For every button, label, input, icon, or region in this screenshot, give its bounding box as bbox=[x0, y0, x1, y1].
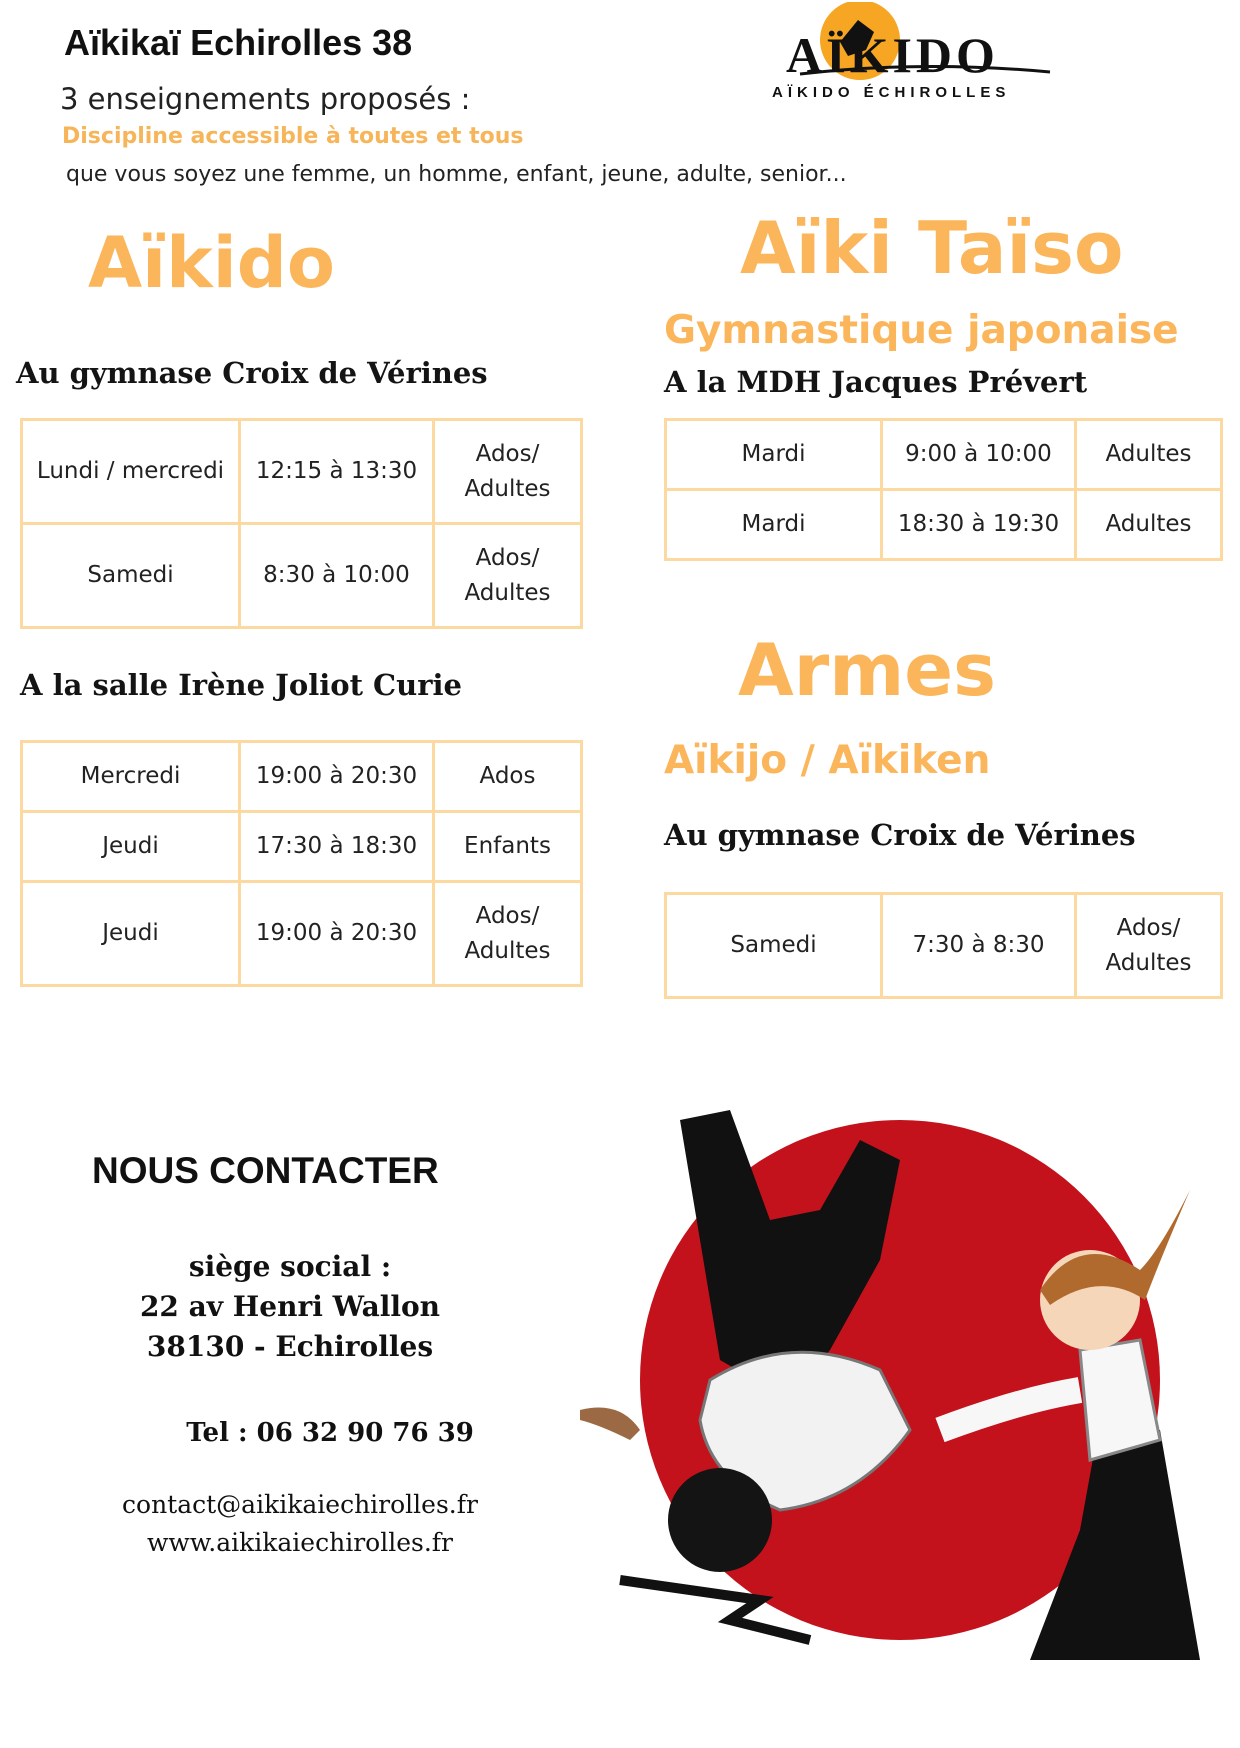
phone-number: Tel : 06 32 90 76 39 bbox=[186, 1418, 474, 1448]
contact-title: NOUS CONTACTER bbox=[92, 1150, 439, 1191]
audience-cell: Ados bbox=[434, 742, 582, 812]
audience-cell: Ados/ Adultes bbox=[1076, 894, 1222, 998]
day-cell: Jeudi bbox=[22, 812, 240, 882]
armes-subtitle: Aïkijo / Aïkiken bbox=[664, 738, 991, 783]
armes-venue: Au gymnase Croix de Vérines bbox=[664, 818, 1136, 852]
time-cell: 7:30 à 8:30 bbox=[882, 894, 1076, 998]
audience-cell: Ados/ Adultes bbox=[434, 420, 582, 524]
taiso-venue: A la MDH Jacques Prévert bbox=[664, 365, 1088, 399]
aikido-schedule-table-1 bbox=[20, 418, 583, 629]
audience-cell: Ados/ Adultes bbox=[434, 882, 582, 986]
address-street: 22 av Henri Wallon bbox=[139, 1290, 441, 1323]
armes-heading: Armes bbox=[738, 628, 996, 712]
audience-cell: Ados/ Adultes bbox=[434, 524, 582, 628]
address-city: 38130 - Echirolles bbox=[146, 1330, 434, 1363]
time-cell: 18:30 à 19:30 bbox=[882, 490, 1076, 560]
aikido-throw-illustration bbox=[560, 1100, 1220, 1660]
table-row bbox=[666, 420, 1222, 490]
time-cell: 9:00 à 10:00 bbox=[882, 420, 1076, 490]
day-cell: Samedi bbox=[666, 894, 882, 998]
audience-cell: Adultes bbox=[1076, 420, 1222, 490]
table-row bbox=[22, 812, 582, 882]
time-cell: 8:30 à 10:00 bbox=[240, 524, 434, 628]
audience-text: que vous soyez une femme, un homme, enfant, jeune, adulte, senior... bbox=[66, 162, 847, 187]
logo-subtitle: AÏKIDO ÉCHIROLLES bbox=[772, 84, 1011, 101]
table-row bbox=[666, 894, 1222, 998]
logo-wordmark: AÏKIDO bbox=[786, 27, 999, 83]
day-cell: Lundi / mercredi bbox=[22, 420, 240, 524]
table-row bbox=[666, 490, 1222, 560]
day-cell: Samedi bbox=[22, 524, 240, 628]
accessible-text: Discipline accessible à toutes et tous bbox=[62, 124, 524, 149]
armes-schedule-table bbox=[664, 892, 1223, 999]
day-cell: Mercredi bbox=[22, 742, 240, 812]
table-row bbox=[22, 420, 582, 524]
time-cell: 17:30 à 18:30 bbox=[240, 812, 434, 882]
taiso-schedule-table bbox=[664, 418, 1223, 561]
aikido-venue-2: A la salle Irène Joliot Curie bbox=[20, 668, 462, 702]
table-row bbox=[22, 742, 582, 812]
contact-website[interactable]: www.aikikaiechirolles.fr bbox=[147, 1528, 453, 1557]
day-cell: Mardi bbox=[666, 420, 882, 490]
taiso-subtitle: Gymnastique japonaise bbox=[664, 308, 1179, 353]
table-row bbox=[22, 882, 582, 986]
intro-text: 3 enseignements proposés : bbox=[60, 82, 471, 116]
aikido-venue-1: Au gymnase Croix de Vérines bbox=[16, 356, 488, 390]
table-row bbox=[22, 524, 582, 628]
club-title: Aïkikaï Echirolles 38 bbox=[64, 22, 413, 63]
head-hair-icon bbox=[668, 1468, 772, 1572]
taiso-heading: Aïki Taïso bbox=[740, 206, 1124, 290]
contact-email[interactable]: contact@aikikaiechirolles.fr bbox=[122, 1490, 478, 1519]
time-cell: 12:15 à 13:30 bbox=[240, 420, 434, 524]
aikido-heading: Aïkido bbox=[88, 222, 335, 304]
day-cell: Mardi bbox=[666, 490, 882, 560]
address-label: siège social : bbox=[188, 1250, 392, 1283]
audience-cell: Adultes bbox=[1076, 490, 1222, 560]
audience-cell: Enfants bbox=[434, 812, 582, 882]
time-cell: 19:00 à 20:30 bbox=[240, 742, 434, 812]
aikido-schedule-table-2 bbox=[20, 740, 583, 987]
time-cell: 19:00 à 20:30 bbox=[240, 882, 434, 986]
day-cell: Jeudi bbox=[22, 882, 240, 986]
